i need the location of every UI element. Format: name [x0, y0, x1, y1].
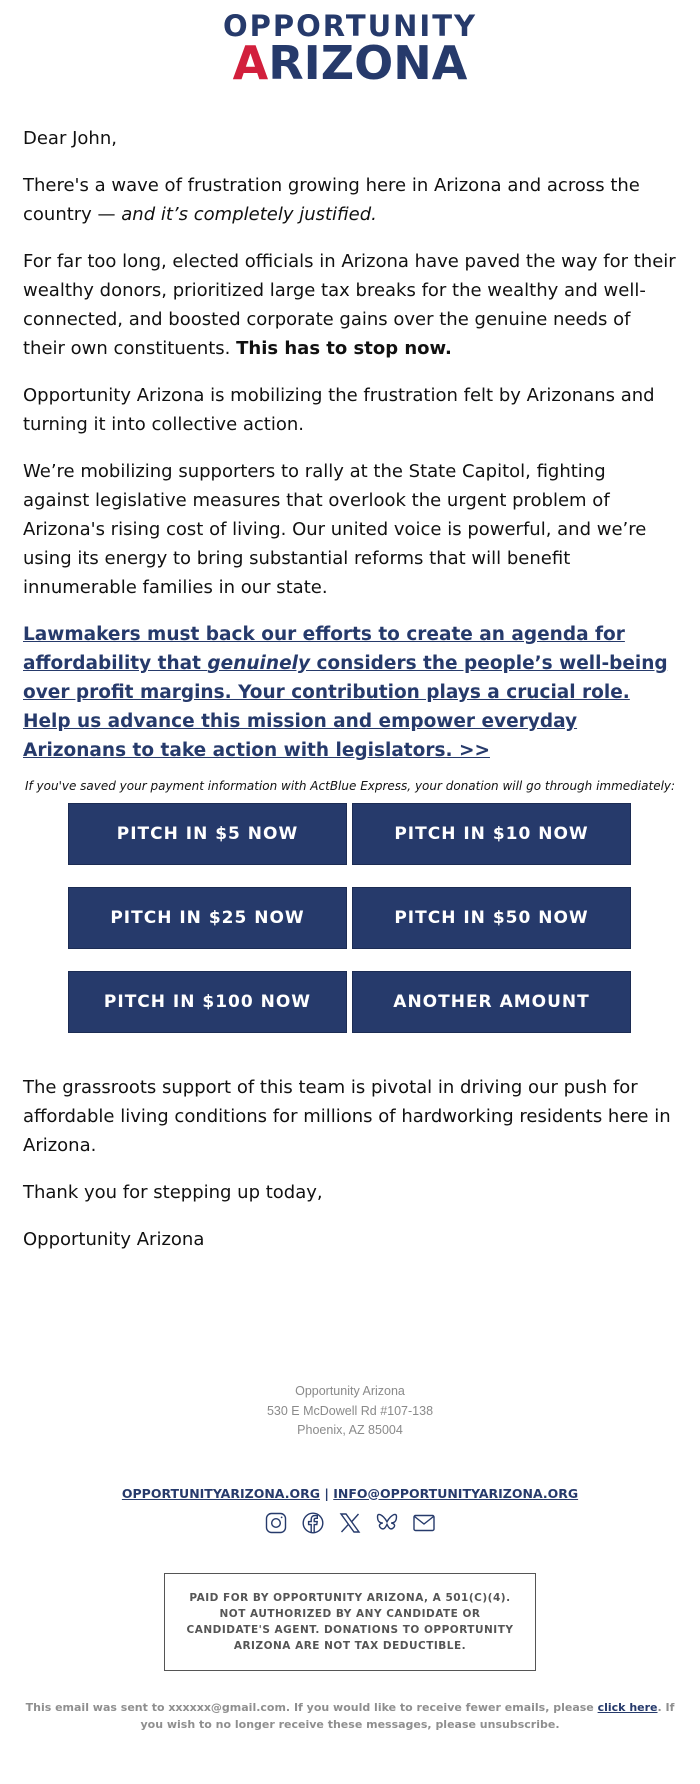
logo-bottom-text [0, 36, 700, 90]
message-content [0, 92, 700, 1254]
donate-50-button[interactable]: PITCH IN $50 NOW [352, 887, 631, 949]
paragraph-2-bold: This has to stop now. [236, 338, 452, 359]
footer-address-line-1: 530 E McDowell Rd #107-138 [266, 1403, 434, 1418]
footer-links [0, 1486, 700, 1501]
mail-icon[interactable] [412, 1511, 436, 1535]
donate-25-button[interactable]: PITCH IN $25 NOW [68, 887, 347, 949]
unsubscribe-text-1: This email was sent to xxxxxx@gmail.com. If you would like to receive fewer emails, please [25, 1700, 598, 1714]
unsubscribe-text-2: . If you wish to no longer receive these messages, please unsubscribe. [140, 1700, 675, 1731]
footer-separator: | [324, 1485, 329, 1501]
facebook-icon[interactable] [301, 1511, 325, 1535]
closing-line: Thank you for stepping up today, [23, 1182, 323, 1203]
donation-button-grid [68, 803, 632, 1033]
donate-100-button[interactable]: PITCH IN $100 NOW [68, 971, 347, 1033]
paragraph-1-italic: and it’s completely justified. [121, 204, 377, 225]
actblue-note: If you've saved your payment information with ActBlue Express, your donation will go through immediately: [24, 779, 676, 793]
donate-10-button[interactable]: PITCH IN $10 NOW [352, 803, 631, 865]
footer-address [0, 1382, 700, 1441]
unsubscribe-notice [20, 1699, 680, 1733]
paid-for-disclaimer: PAID FOR BY OPPORTUNITY ARIZONA, A 501(C)(4). NOT AUTHORIZED BY ANY CANDIDATE OR CANDIDATE'S AGENT. DONATIONS TO OPPORTUNITY ARIZONA ARE NOT TAX DEDUCTIBLE. [164, 1573, 536, 1671]
paragraph-1 [23, 171, 677, 229]
instagram-icon[interactable] [264, 1511, 288, 1535]
paragraph-2 [23, 247, 677, 363]
social-icons [0, 1511, 700, 1535]
bluesky-icon[interactable] [375, 1511, 399, 1535]
x-icon[interactable] [338, 1511, 362, 1535]
email-link[interactable]: INFO@OPPORTUNITYARIZONA.ORG [333, 1485, 579, 1501]
donate-5-button[interactable]: PITCH IN $5 NOW [68, 803, 347, 865]
cta-italic: genuinely [207, 653, 311, 674]
donate-cta-link[interactable] [23, 620, 677, 765]
paragraph-4: We’re mobilizing supporters to rally at the State Capitol, fighting against legislative measures that overlook the urgent problem of Arizona's rising cost of living. Our united voice is powerful, and we’re using its energy to bring substantial reforms that will benefit innumerable families in our state. [23, 461, 647, 598]
logo-top-text: OPPORTUNITY [222, 9, 477, 43]
paragraph-3: Opportunity Arizona is mobilizing the frustration felt by Arizonans and turning it into collective action. [23, 385, 655, 435]
cta-part-2: considers the people’s well-being over profit margins. Your contribution plays a crucial role. Help us advance this mission and empower everyday Arizonans to take action with legislators. >> [23, 653, 668, 761]
greeting: Dear John, [23, 128, 117, 149]
logo-bottom-rest: RIZONA [268, 36, 468, 90]
footer-org-name: Opportunity Arizona [295, 1384, 405, 1398]
footer-address-line-2: Phoenix, AZ 85004 [297, 1423, 403, 1437]
signature: Opportunity Arizona [23, 1229, 205, 1250]
paragraph-2-text: For far too long, elected officials in Arizona have paved the way for their wealthy donors, prioritized large tax breaks for the wealthy and well-connected, and boosted corporate gains over the genuine needs of their own constituents. [23, 251, 676, 359]
donate-other-amount-button[interactable]: ANOTHER AMOUNT [352, 971, 631, 1033]
logo[interactable] [0, 0, 700, 92]
closing-section [23, 1033, 677, 1254]
fewer-emails-link[interactable]: click here [597, 1700, 658, 1714]
paragraph-1-text: There's a wave of frustration growing here in Arizona and across the country — [23, 175, 640, 225]
cta-part-1: Lawmakers must back our efforts to create an agenda for affordability that [23, 624, 625, 674]
website-link[interactable]: OPPORTUNITYARIZONA.ORG [121, 1485, 320, 1501]
paragraph-5: The grassroots support of this team is pivotal in driving our push for affordable living conditions for millions of hardworking residents here in Arizona. [23, 1077, 671, 1156]
logo-red-letter: A [232, 36, 269, 90]
